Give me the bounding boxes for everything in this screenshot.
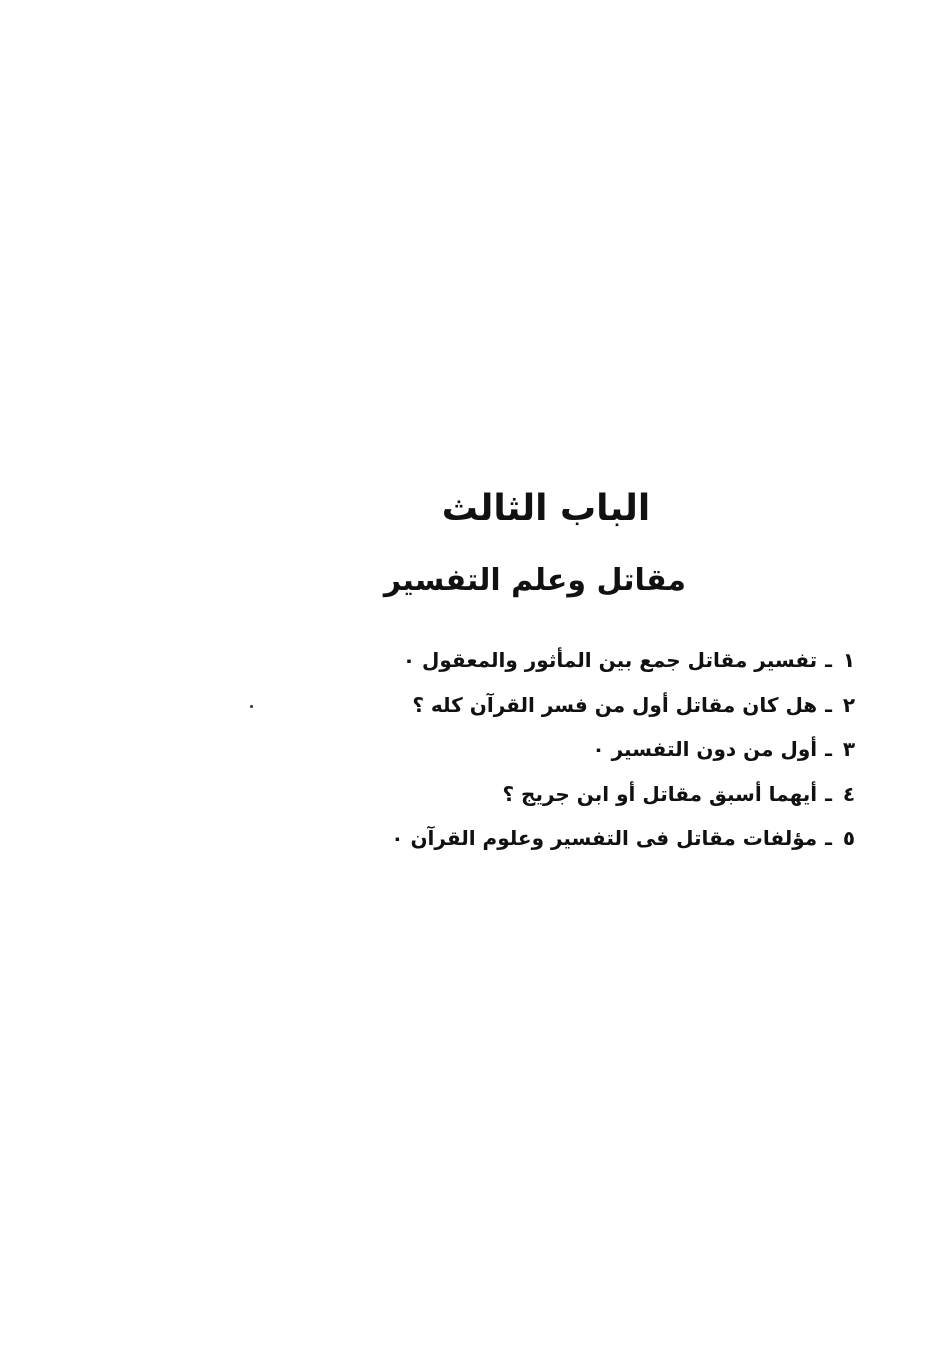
topic-number: ٣	[842, 737, 856, 761]
topic-text: هل كان مقاتل أول من فسر القرآن كله ؟	[412, 692, 818, 717]
stray-dot	[250, 705, 253, 708]
chapter-subtitle: مقاتل وعلم التفسير	[383, 563, 686, 598]
topic-dash: ـ	[825, 648, 832, 672]
topic-item-2	[391, 685, 858, 730]
topic-text: أيهما أسبق مقاتل أو ابن جريج ؟	[502, 781, 818, 806]
topic-dash: ـ	[825, 692, 832, 717]
topic-dash: ـ	[825, 737, 832, 761]
topic-item-5	[391, 818, 858, 863]
chapter-heading: الباب الثالث	[441, 488, 651, 529]
topic-dash: ـ	[825, 826, 832, 850]
topic-text: مؤلفات مقاتل فى التفسير وعلوم القرآن ٠	[391, 826, 818, 850]
topic-item-4	[391, 774, 858, 819]
topic-number: ٤	[842, 781, 856, 806]
topic-number: ٥	[842, 826, 856, 850]
topic-list	[391, 640, 858, 863]
topic-text: أول من دون التفسير ٠	[592, 737, 818, 761]
topic-dash: ـ	[825, 781, 832, 806]
topic-text: تفسير مقاتل جمع بين المأثور والمعقول ٠	[402, 648, 818, 672]
topic-number: ١	[842, 648, 856, 672]
topic-item-1	[391, 640, 858, 685]
topic-item-3	[391, 729, 858, 774]
topic-number: ٢	[842, 692, 856, 717]
